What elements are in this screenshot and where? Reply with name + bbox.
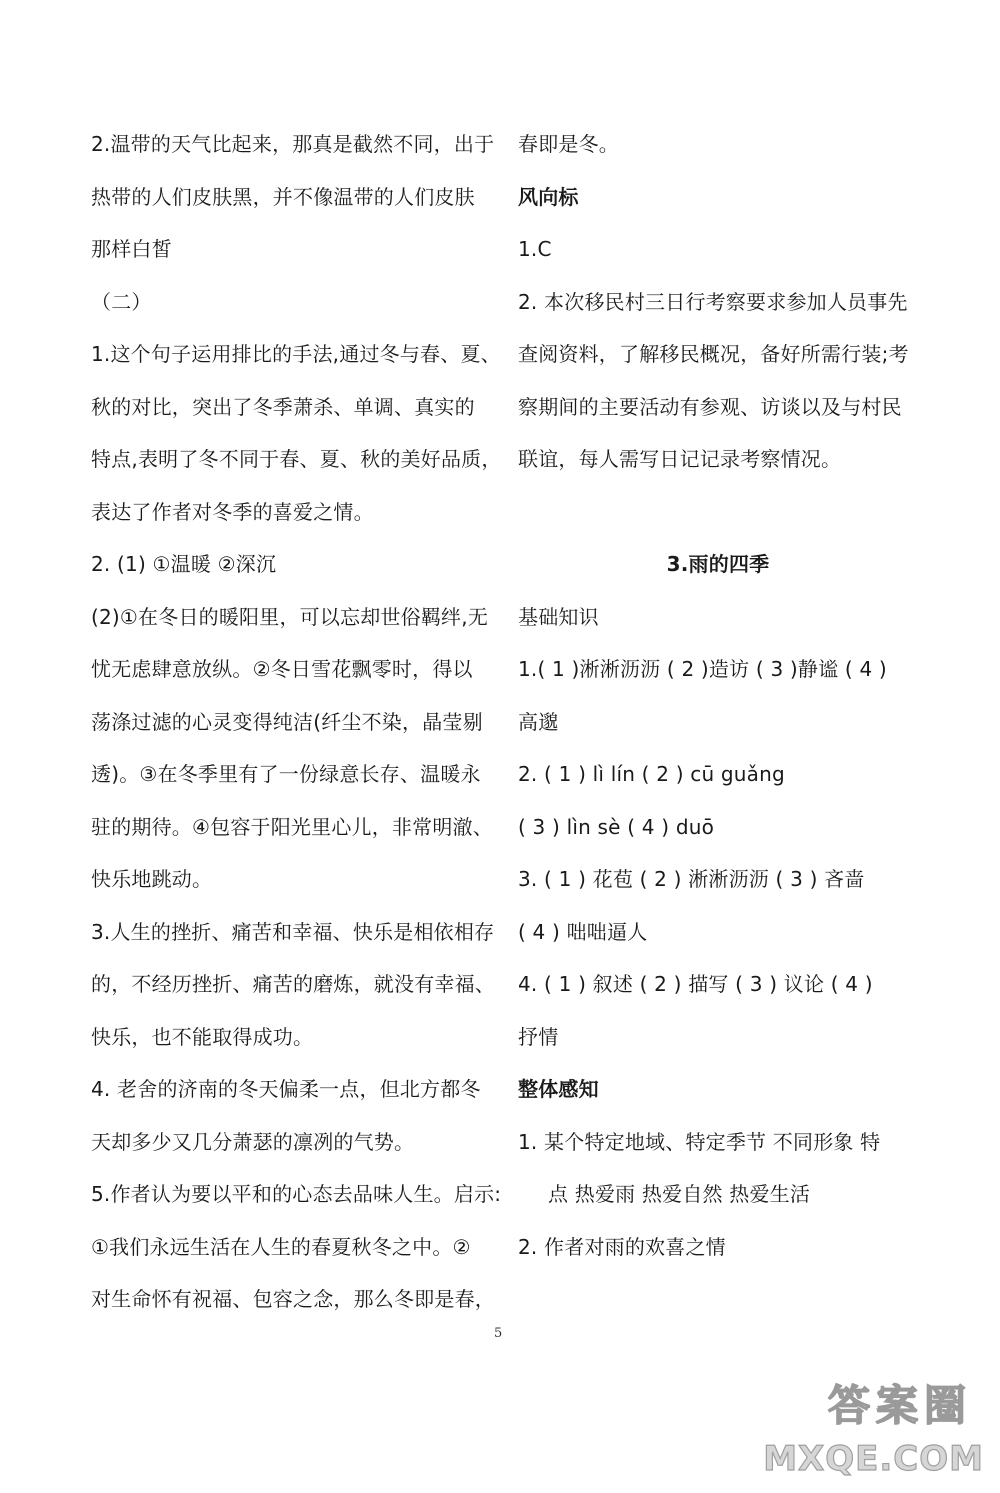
section-heading: （二） — [91, 289, 152, 314]
text-line: 透)。③在冬季里有了一份绿意长存、温暖永 — [91, 762, 481, 786]
text-line: 驻的期待。④包容于阳光里心儿，非常明澈、 — [91, 814, 493, 839]
text-line: (2)①在冬日的暖阳里，可以忘却世俗羁绊,无 — [91, 604, 489, 629]
right-column — [518, 118, 918, 1273]
text-line: 点 热爱雨 热爱自然 热爱生活 — [548, 1182, 811, 1206]
text-line: 2. (1) ①温暖 ②深沉 — [91, 552, 277, 576]
text-line: 表达了作者对冬季的喜爱之情。 — [91, 499, 374, 524]
text-line: 1.( 1 )淅淅沥沥 ( 2 )造访 ( 3 )静谧 ( 4 ) — [518, 657, 887, 681]
text-line: 察期间的主要活动有参观、访谈以及与村民 — [518, 394, 902, 419]
lesson-title: 3.雨的四季 — [666, 552, 770, 576]
text-line: 1. 某个特定地域、特定季节 不同形象 特 — [518, 1129, 881, 1154]
text-line: 4. ( 1 ) 叙述 ( 2 ) 描写 ( 3 ) 议论 ( 4 ) — [518, 972, 873, 996]
watermark-url: MXQE.COM — [763, 1439, 984, 1479]
text-line: 对生命怀有祝福、包容之念，那么冬即是春， — [91, 1287, 495, 1311]
text-line: 天却多少又几分萧瑟的凛冽的气势。 — [91, 1129, 415, 1154]
text-line: 秋的对比，突出了冬季萧杀、单调、真实的 — [91, 394, 475, 419]
text-line: 热带的人们皮肤黑，并不像温带的人们皮肤 — [91, 184, 475, 209]
text-line: 3.人生的挫折、痛苦和幸福、快乐是相依相存 — [91, 919, 495, 944]
text-line: 2.温带的天气比起来，那真是截然不同，出于 — [91, 132, 495, 156]
spacer — [518, 486, 918, 539]
text-line: ( 3 ) lìn sè ( 4 ) duō — [518, 814, 715, 839]
text-line: 2. ( 1 ) lì lín ( 2 ) cū guǎng — [518, 762, 785, 786]
text-line: ①我们永远生活在人生的春夏秋冬之中。② — [91, 1234, 471, 1259]
text-line: 4. 老舍的济南的冬天偏柔一点，但北方都冬 — [91, 1077, 481, 1101]
text-line: 查阅资料，了解移民概况，备好所需行装;考 — [518, 342, 909, 366]
text-line: 联谊，每人需写日记记录考察情况。 — [518, 447, 842, 471]
text-line: 快乐地跳动。 — [91, 867, 213, 891]
left-column — [91, 118, 502, 1326]
watermark-logo: 答案圈 — [827, 1381, 972, 1430]
text-line: 抒情 — [518, 1024, 559, 1049]
text-line: 荡涤过滤的心灵变得纯洁(纤尘不染，晶莹剔 — [91, 709, 483, 734]
text-line: ( 4 ) 咄咄逼人 — [518, 919, 648, 944]
text-line: 3. ( 1 ) 花苞 ( 2 ) 淅淅沥沥 ( 3 ) 吝啬 — [518, 867, 865, 891]
text-line: 春即是冬。 — [518, 132, 619, 156]
section-heading: 风向标 — [518, 184, 579, 209]
text-line: 1.C — [518, 237, 552, 261]
page-number: 5 — [494, 1326, 503, 1341]
text-line: 忧无虑肆意放纵。②冬日雪花飘零时，得以 — [91, 657, 473, 681]
text-line: 5.作者认为要以平和的心态去品味人生。启示: — [91, 1182, 502, 1206]
watermark — [720, 1373, 990, 1483]
text-line: 特点,表明了冬不同于春、夏、秋的美好品质， — [91, 447, 502, 471]
section-heading: 基础知识 — [518, 604, 599, 629]
text-line: 高邈 — [518, 709, 559, 734]
text-line: 2. 本次移民村三日行考察要求参加人员事先 — [518, 289, 908, 314]
section-heading: 整体感知 — [518, 1077, 599, 1101]
text-line: 快乐，也不能取得成功。 — [91, 1024, 314, 1049]
text-line: 的，不经历挫折、痛苦的磨炼，就没有幸福、 — [91, 972, 495, 996]
text-line: 2. 作者对雨的欢喜之情 — [518, 1234, 726, 1259]
text-line: 1.这个句子运用排比的手法,通过冬与春、夏、 — [91, 342, 501, 366]
text-line: 那样白皙 — [91, 237, 172, 261]
